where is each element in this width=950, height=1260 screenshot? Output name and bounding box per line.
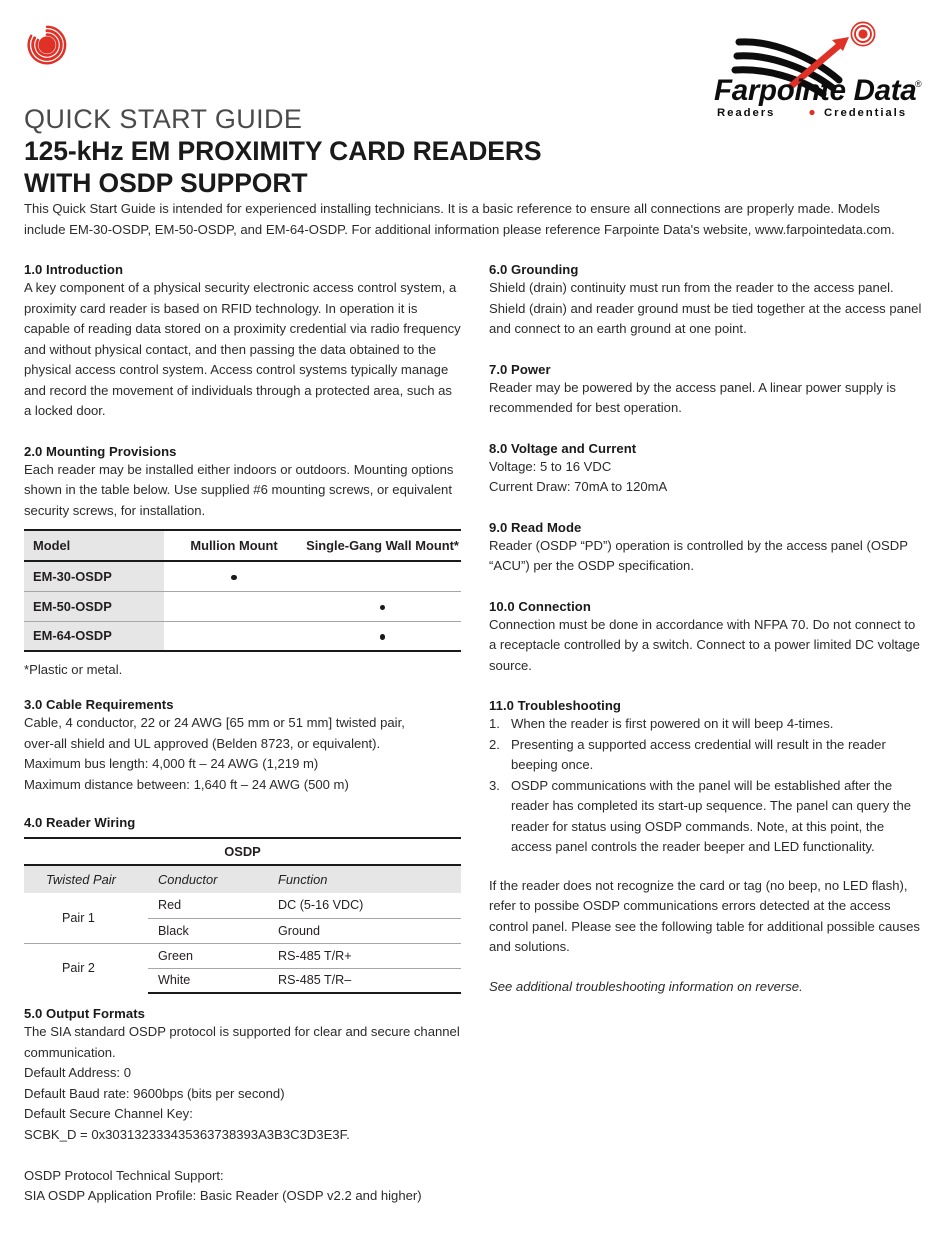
- troubleshooting-paragraph: If the reader does not recognize the card or tag (no beep, no LED flash), refer to possibe OSDP communications errors detected at the access control panel. Please see the following table for additional possible causes and solutions.: [489, 877, 920, 954]
- svg-text:®: ®: [915, 79, 922, 89]
- cable-line-2: over-all shield and UL approved (Belden 8723, or equivalent).: [24, 735, 381, 751]
- mounting-table-head: [24, 530, 461, 561]
- cell-model: EM-64-OSDP: [24, 621, 164, 651]
- section-introduction-heading: 1.0 Introduction: [24, 262, 124, 278]
- cell-function: DC (5-16 VDC): [270, 893, 461, 918]
- left-column: [24, 262, 461, 1228]
- reader-wiring-table: [24, 837, 461, 994]
- col-header-mullion-mount: Mullion Mount: [164, 530, 304, 561]
- section-grounding: [489, 262, 926, 339]
- col-header-twisted-pair: Twisted Pair: [24, 865, 148, 893]
- col-header-function: Function: [270, 865, 461, 893]
- section-grounding-heading: 6.0 Grounding: [489, 262, 579, 278]
- svg-text:Credentials: Credentials: [824, 107, 907, 119]
- section-grounding-body: Shield (drain) continuity must run from the reader to the access panel. Shield (drain) and reader ground must be tied together at the access panel and connect to an earth ground at one point.: [489, 280, 922, 337]
- cell-model: EM-50-OSDP: [24, 591, 164, 621]
- svg-text:Readers: Readers: [717, 107, 776, 119]
- cell-conductor: Black: [158, 923, 189, 938]
- cell-gang: [304, 561, 461, 591]
- table-row: [24, 591, 461, 621]
- right-column: [489, 262, 926, 1228]
- mounting-table-body: [24, 561, 461, 651]
- section-troubleshooting-heading: 11.0 Troubleshooting: [489, 698, 621, 714]
- page-title: [24, 135, 926, 199]
- section-power: [489, 362, 926, 419]
- list-item-number: 2.: [489, 736, 500, 752]
- output-line-7: SIA OSDP Application Profile: Basic Reader (OSDP v2.2 and higher): [24, 1187, 422, 1203]
- list-item: [489, 776, 926, 858]
- wiring-table-body: [24, 838, 461, 993]
- col-header-conductor: Conductor: [148, 865, 270, 893]
- cell-conductor: White: [148, 968, 270, 993]
- mounting-options-table: [24, 529, 461, 652]
- col-header-model: Model: [24, 530, 164, 561]
- cell-twisted-pair: Pair 1: [62, 910, 95, 925]
- section-mounting-heading: 2.0 Mounting Provisions: [24, 443, 177, 459]
- section-connection: [489, 599, 926, 676]
- table-header-row: [24, 530, 461, 561]
- table-row: [24, 561, 461, 591]
- section-wiring-heading: 4.0 Reader Wiring: [24, 815, 136, 831]
- page-title-line-1: 125-kHz EM PROXIMITY CARD READERS: [24, 136, 542, 167]
- table-row: [24, 943, 461, 968]
- wiring-table-title: OSDP: [24, 838, 461, 865]
- farpointe-data-logo: [711, 18, 926, 120]
- output-line-5: SCBK_D = 0x303132333435363738393A3B3C3D3E3F.: [24, 1126, 350, 1142]
- output-line-6: OSDP Protocol Technical Support:: [24, 1167, 224, 1183]
- bullet-dot-icon: [380, 605, 386, 611]
- svg-text:Farpointe Data: Farpointe Data: [714, 74, 917, 107]
- cable-line-1: Cable, 4 conductor, 22 or 24 AWG [65 mm or 51 mm] twisted pair,: [24, 715, 405, 731]
- cell-twisted-pair: Pair 2: [24, 943, 148, 993]
- output-line-4: Default Secure Channel Key:: [24, 1106, 193, 1122]
- section-power-body: Reader may be powered by the access panel. A linear power supply is recommended for best operation.: [489, 379, 896, 416]
- section-voltage-current: [489, 441, 926, 498]
- voltage-line-2: Current Draw: 70mA to 120mA: [489, 479, 668, 495]
- table-row: [24, 893, 461, 918]
- list-item-number: 3.: [489, 777, 500, 793]
- target-concentric-circles-icon: [24, 22, 70, 68]
- bullet-dot-icon: [380, 634, 386, 640]
- page-kicker: QUICK START GUIDE: [24, 104, 303, 134]
- section-introduction: [24, 262, 461, 421]
- cell-mullion: [164, 561, 304, 591]
- section-output-formats: [24, 1006, 461, 1206]
- cable-line-4: Maximum distance between: 1,640 ft – 24 AWG (500 m): [24, 776, 349, 792]
- reverse-side-note: See additional troubleshooting information on reverse.: [489, 979, 803, 995]
- cable-line-3: Maximum bus length: 4,000 ft – 24 AWG (1,219 m): [24, 756, 319, 772]
- list-item-number: 1.: [489, 716, 500, 732]
- section-connection-body: Connection must be done in accordance with NFPA 70. Do not connect to a receptacle controlled by a switch. Connect to a power limited DC voltage source.: [489, 616, 920, 673]
- table-row: [24, 621, 461, 651]
- section-voltage-heading: 8.0 Voltage and Current: [489, 440, 637, 456]
- cell-mullion: [164, 621, 304, 651]
- list-item-text: When the reader is first powered on it will beep 4-times.: [511, 716, 834, 732]
- section-power-heading: 7.0 Power: [489, 361, 551, 377]
- cell-function: RS-485 T/R+: [270, 943, 461, 968]
- section-read-mode-body: Reader (OSDP “PD”) operation is controlled by the access panel (OSDP “ACU”) per the OSDP specification.: [489, 537, 908, 574]
- intro-paragraph: This Quick Start Guide is intended for experienced installing technicians. It is a basic reference to ensure all connections are properly made. Models include EM-30-OSDP, EM-50-OSDP, and EM-64-OSDP. For additional information please reference Farpointe Data's website, www.farpointedata.com.: [24, 201, 895, 237]
- output-line-2: Default Address: 0: [24, 1065, 131, 1081]
- output-line-3: Default Baud rate: 9600bps (bits per second): [24, 1085, 285, 1101]
- cell-model: EM-30-OSDP: [24, 561, 164, 591]
- mounting-table-footnote: *Plastic or metal.: [24, 662, 123, 678]
- cell-mullion: [164, 591, 304, 621]
- section-output-heading: 5.0 Output Formats: [24, 1006, 145, 1022]
- section-cable-heading: 3.0 Cable Requirements: [24, 697, 174, 713]
- list-item: [489, 735, 926, 776]
- cell-gang: [304, 591, 461, 621]
- col-header-single-gang-wall-mount: Single-Gang Wall Mount*: [304, 530, 461, 561]
- section-mounting-body: Each reader may be installed either indoors or outdoors. Mounting options shown in the table below. Use supplied #6 mounting screws, or equivalent security screws, for installation.: [24, 461, 454, 518]
- cell-function: Ground: [278, 923, 321, 938]
- list-item-text: Presenting a supported access credential will result in the reader beeping once.: [511, 736, 886, 773]
- output-line-1: The SIA standard OSDP protocol is supported for clear and secure channel communication.: [24, 1024, 460, 1060]
- wiring-table-title-row: [24, 838, 461, 865]
- cell-conductor: Green: [148, 943, 270, 968]
- page-title-line-2: WITH OSDP SUPPORT: [24, 168, 308, 199]
- bullet-dot-icon: [231, 575, 237, 581]
- section-mounting: [24, 444, 461, 677]
- wiring-table-header-row: [24, 865, 461, 893]
- section-introduction-body: A key component of a physical security electronic access control system, a proximity card reader is based on RFID technology. In operation it is capable of reading data stored on a proximity credential via radio frequency and without physical contact, and then passing the data obtained to the physical access control system. Access control systems typically manage and record the movement of individuals through a protected area, such as a locked door.: [24, 280, 461, 419]
- list-item-text: OSDP communications with the panel will be established after the reader has completed its start-up sequence. The panel can query the reader for status using OSDP commands. Note, at this point, the access panel controls the reader beeper and LED functionality.: [511, 777, 912, 855]
- section-troubleshooting: [489, 698, 926, 994]
- section-reader-wiring: [24, 815, 461, 994]
- troubleshooting-list: [489, 714, 926, 857]
- section-cable-requirements: [24, 697, 461, 795]
- cell-conductor: Red: [148, 893, 270, 918]
- list-item: [489, 714, 926, 734]
- voltage-line-1: Voltage: 5 to 16 VDC: [489, 458, 612, 474]
- section-connection-heading: 10.0 Connection: [489, 598, 591, 614]
- content-columns: [24, 262, 926, 1228]
- cell-gang: [304, 621, 461, 651]
- cell-function: RS-485 T/R–: [270, 968, 461, 993]
- output-spacer: [24, 1145, 461, 1165]
- section-read-mode-heading: 9.0 Read Mode: [489, 519, 582, 535]
- section-read-mode: [489, 520, 926, 577]
